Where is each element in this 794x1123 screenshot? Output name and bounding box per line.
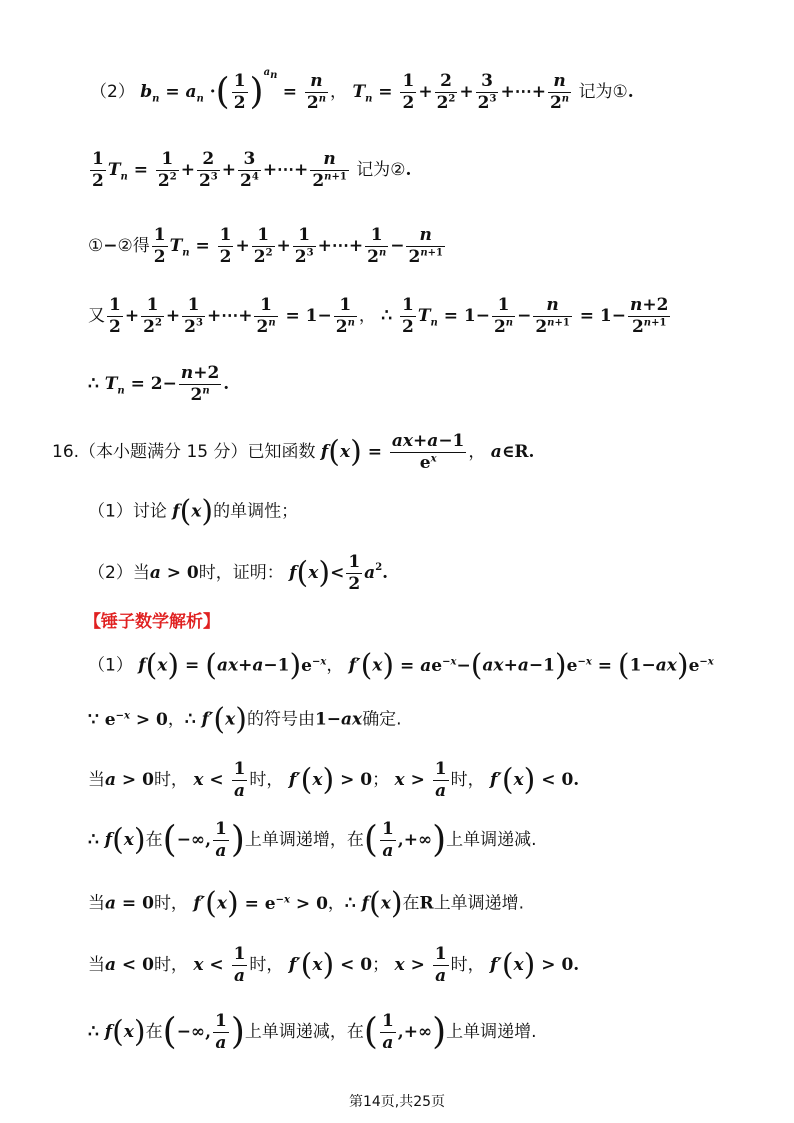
note-as: 记为 — [578, 81, 613, 102]
when-2: 当 — [88, 893, 105, 914]
line-also: 又 $\frac{1}{2}$ + $\frac{1}{2^2}$ + $\frac{1}{2^3}$ +⋯+ $\frac{1}{2^n}$ = 1− $\frac{1}{2^n}$ ， ∴ $\frac{1}{2}$ $T_n = 1-$ $\frac{1}{2^n}$ − $\frac{n}{2^{n+1}}$ = 1− $\frac{n+2}{2^{n+1}}$ — [88, 295, 669, 337]
q16-statement: 16.（本小题满分 15 分）已知函数 f(x) = $\frac{ax+a-1}{e^x}$ ， a∈R. — [52, 431, 535, 473]
case-a-pos: 当a > 0时， x < $\frac{1}{a}$ 时， f′(x) > 0； x > $\frac{1}{a}$ 时， f′(x) < 0. — [88, 759, 580, 801]
q16-part1: （1）讨论 f(x)的单调性； — [88, 494, 299, 529]
part2-label: （2） — [90, 81, 135, 102]
circle-1b: ① — [88, 235, 104, 256]
derive: 得 — [132, 235, 150, 256]
line-tn-result: ∴ $T_n = 2-$ $\frac{n+2}{2^n}$ . — [88, 363, 230, 405]
dec-then: 上单调递减，在 — [244, 1021, 364, 1042]
shi-7: 时， — [450, 954, 485, 975]
q16-p1-a: （1）讨论 — [88, 501, 167, 522]
inc-end: 上单调递增. — [446, 1021, 537, 1042]
dec-end: 上单调递减. — [446, 829, 537, 850]
line-bn-tn: （2） $b_n = a_n$ ·( $\frac{1}{2}$ )$^{a_n}$ = $\frac{n}{2^n}$ ， $T_n$ = $\frac{1}{2}$ + $\frac{2}{2^2}$ + $\frac{3}{2^3}$ +⋯+ $\frac{n}{2^n}$ 记为①. — [90, 66, 634, 113]
case-a-zero: 当a = 0时， $f'(x) = e^{-x} > 0$，∴ f(x)在R上单调递增. — [88, 886, 525, 921]
sign-a: 的符号由 — [246, 709, 315, 730]
shi-2: 时， — [249, 769, 284, 790]
sign-b: 确定. — [362, 709, 402, 730]
sol1-sign: ∵ $e^{-x} > 0$，∴ f′(x)的符号由1−ax确定. — [88, 702, 402, 737]
also: 又 — [88, 305, 105, 326]
zai-2: 在 — [402, 893, 420, 914]
when-3: 当 — [88, 954, 105, 975]
sol1-derivative: （1） $f(x) = (ax+a-1)e^{-x}$， $f'(x) = ae^{-x}-(ax+a-1)e^{-x} = (1-ax)e^{-x}$ — [88, 648, 714, 683]
on-r-inc: 上单调递增. — [433, 893, 525, 914]
shi-4: 时， — [153, 893, 188, 914]
line-subtract: ①−②得 $\frac{1}{2}$ $T_n$ = $\frac{1}{2}$ + $\frac{1}{2^2}$ + $\frac{1}{2^3}$ +⋯+ $\frac{1}{2^n}$ − $\frac{n}{2^{n+1}}$ — [88, 225, 443, 267]
shi-1: 时， — [153, 769, 188, 790]
shi-3: 时， — [450, 769, 485, 790]
when-1: 当 — [88, 769, 105, 790]
circle-1: ① — [612, 81, 628, 102]
inc-then: 上单调递增，在 — [244, 829, 364, 850]
line-half-tn: $\frac{1}{2}$ $T_n$ = $\frac{1}{2^2}$ + $\frac{2}{2^3}$ + $\frac{3}{2^4}$ +⋯+ $\frac{n}{2^{n+1}}$ 记为②. — [92, 149, 412, 191]
page-footer: 第14页,共25页 — [348, 1094, 446, 1110]
case-a-neg: 当a < 0时， x < $\frac{1}{a}$ 时， f′(x) < 0； x > $\frac{1}{a}$ 时， f′(x) > 0. — [88, 944, 580, 986]
q16-p2-b: 时，证明： — [198, 562, 284, 583]
analysis-title — [84, 614, 220, 631]
shi-6: 时， — [249, 954, 284, 975]
sol1-label: （1） — [88, 655, 133, 676]
case-a-pos-conclusion: ∴ f(x)在(−∞, $\frac{1}{a}$ )上单调递增，在( $\frac{1}{a}$ ,+∞)上单调递减. — [88, 819, 537, 861]
q16-p1-b: 的单调性； — [213, 501, 299, 522]
circle-2: ② — [390, 159, 406, 180]
case-a-neg-conclusion: ∴ f(x)在(−∞, $\frac{1}{a}$ )上单调递减，在( $\frac{1}{a}$ ,+∞)上单调递增. — [88, 1011, 537, 1053]
q16-label: 16.（本小题满分 15 分）已知函数 — [52, 441, 316, 462]
shi-5: 时， — [153, 954, 188, 975]
analysis-title-text: 【锤子数学解析】 — [84, 612, 220, 632]
q16-part2: （2）当a > 0时，证明： f(x)< $\frac{1}{2}$ $a^2$. — [88, 552, 389, 594]
circle-2b: ② — [117, 235, 133, 256]
zai-3: 在 — [145, 1021, 163, 1042]
note-as-2: 记为 — [356, 159, 391, 180]
q16-p2-a: （2）当 — [88, 562, 150, 583]
zai-1: 在 — [145, 829, 163, 850]
